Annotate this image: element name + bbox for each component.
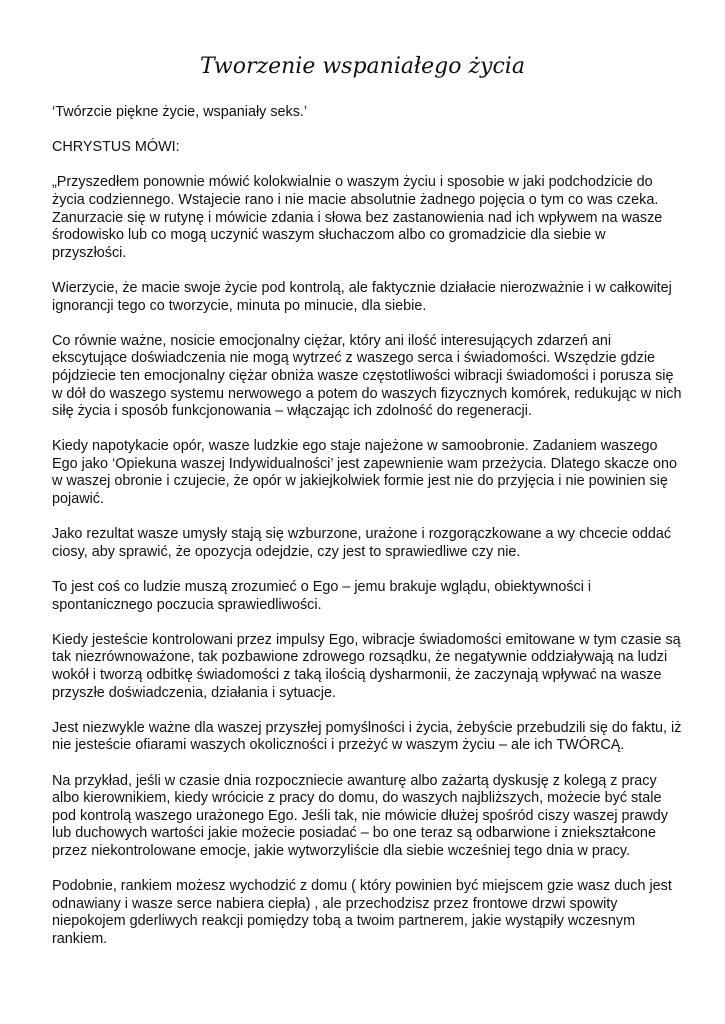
paragraph: CHRYSTUS MÓWI: [52, 139, 180, 156]
paragraph: Kiedy napotykacie opór, wasze ludzkie ego staje najeżone w samoobronie. Zadaniem waszego Ego jako ‘Opiekuna waszej Indywidualności’ jest zapewnienie wam przeżycia. Dlatego skacze ono w waszej obronie i czujecie, że opór w jakiejkolwiek formie jest nie do przyjęcia i nie powinien się pojawić. [52, 438, 677, 508]
paragraph: Wierzycie, że macie swoje życie pod kontrolą, ale faktycznie działacie nierozważnie i w całkowitej ignorancji tego co tworzycie, minuta po minucie, dla siebie. [52, 279, 672, 314]
paragraph: Jako rezultat wasze umysły stają się wzburzone, urażone i rozgorączkowane a wy chcecie oddać ciosy, aby sprawić, że opozycja odejdzie, czy jest to sprawiedliwe czy nie. [52, 526, 672, 560]
document-title: Tworzenie wspaniałego życia [200, 54, 525, 79]
paragraph: Jest niezwykle ważne dla waszej przyszłej pomyślności i życia, żebyście przebudzili się do faktu, iż nie jesteście ofiarami waszych okoliczności i przeżyć w waszym życiu – ale ich TWÓRCĄ. [52, 719, 682, 754]
paragraph: „Przyszedłem ponownie mówić kolokwialnie o waszym życiu i sposobie w jaki podchodzicie do życia codziennego. Wstajecie rano i nie macie absolutnie żadnego pojęcia o tym co was czeka. Zanurzacie się w rutynę i mówicie zdania i słowa bez zastanowienia nad ich wpływem na wasze środowisko lub co mogą uczynić waszym słuchaczom albo co gromadzicie dla siebie w przyszłości. [52, 174, 663, 261]
paragraph: Co równie ważne, nosicie emocjonalny ciężar, który ani ilość interesujących zdarzeń ani ekscytujące doświadczenia nie mogą wytrzeć z waszego serca i świadomości. Wszędzie gdzie pójdziecie ten emocjonalny ciężar obniża wasze częstotliwości wibracji świadomości i porusza się w dół do waszego systemu nerwowego a potem do waszych fizycznych komórek, redukując w nich siłę życia i sposób funkcjonowania – włączając ich zdolność do regeneracji. [52, 332, 682, 420]
paragraph: To jest coś co ludzie muszą zrozumieć o Ego – jemu brakuje wglądu, obiektywności i spontanicznego poczucia sprawiedliwości. [52, 579, 592, 613]
paragraph: Na przykład, jeśli w czasie dnia rozpoczniecie awanturę albo zażartą dyskusję z kolegą z pracy albo kierownikiem, kiedy wrócicie z pracy do domu, do waszych najbliższych, możecie być stale pod kontrolą waszego urażonego Ego. Jeśli tak, nie mówicie dłużej spośród ciszy waszej prawdy lub duchowych wartości jakie możecie posiadać – bo one teraz są odbarwione i zniekształcone przez niekontrolowane emocje, jakie wytworzyliście dla siebie wcześniej tego dnia w pracy. [52, 772, 668, 859]
paragraph: Podobnie, rankiem możesz wychodzić z domu ( który powinien być miejscem gzie wasz duch jest odnawiany i wasze serce nabiera ciepła) , ale przechodzisz przez frontowe drzwi spowity niepokojem gderliwych reakcji pomiędzy tobą a twoim partnerem, jakie wystąpiły wczesnym rankiem. [52, 878, 672, 947]
paragraph: ‘Twórzcie piękne życie, wspaniały seks.’ [52, 104, 308, 120]
document-body [52, 104, 682, 966]
paragraph: Kiedy jesteście kontrolowani przez impulsy Ego, wibracje świadomości emitowane w tym czasie są tak niezrównoważone, tak pozbawione zdrowego rozsądku, że negatywnie oddziaływają na ludzi wokół i tworzą odbitkę świadomości z taką ilością dysharmonii, że zaczynają wpływać na wasze przyszłe doświadczenia, działania i sytuacje. [52, 631, 681, 701]
